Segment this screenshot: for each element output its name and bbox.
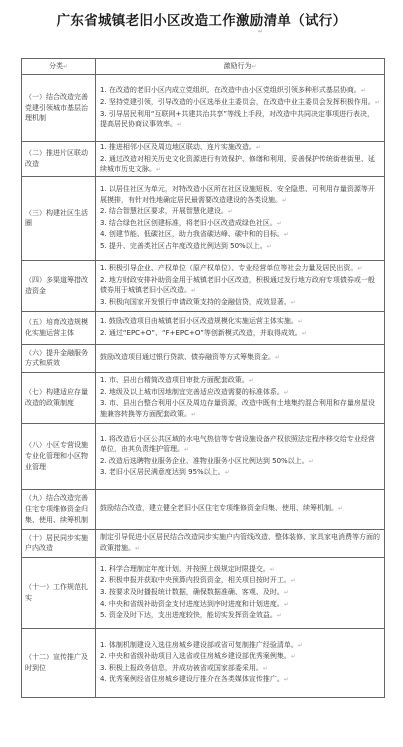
- action-item: [100, 398, 381, 420]
- action-text: 3. 积极向国家开发银行申请政策支持的金融信贷，成效显著。: [100, 297, 291, 306]
- row-category: （四）多渠道筹措改造资金: [22, 260, 96, 311]
- action-item: [100, 587, 381, 599]
- action-text: 5. 资金及时下达，支出进度较快，能切实发挥资金效益。: [100, 611, 277, 620]
- action-text: 1. 鼓励改造项目由城镇老旧小区改造规模化实施运营主体实施。: [100, 317, 298, 326]
- paragraph-mark: ↵: [276, 612, 282, 620]
- header-actions: 激励行为↵: [96, 59, 385, 75]
- paragraph-mark: ↵: [290, 653, 296, 661]
- row-actions: [96, 557, 385, 628]
- table-row: [22, 311, 385, 344]
- action-item: [100, 434, 381, 456]
- action-item: [100, 184, 381, 206]
- row-actions: [96, 260, 385, 311]
- action-item: [100, 651, 381, 663]
- paragraph-mark: ↵: [282, 196, 288, 204]
- paragraph-mark: ↵: [283, 676, 289, 684]
- action-item: [100, 263, 381, 275]
- table-row: [22, 260, 385, 311]
- paragraph-mark: ↵: [184, 446, 190, 454]
- action-text: 2. 地方财政安排补助资金用于城镇老旧小区改造，积极通过发行地方政府专项债券或一般债券用于城镇老旧小区改造。: [100, 275, 375, 295]
- paragraph-mark: ↵: [283, 588, 289, 596]
- row-actions: [96, 372, 385, 423]
- incentive-table: [21, 58, 385, 698]
- page-title: 广东省城镇老旧小区改造工作激励清单（试行）: [56, 13, 347, 29]
- action-text: 鼓励结合改造，建立健全老旧小区住宅专项维修资金归集、使用、续筹机制。: [100, 504, 338, 513]
- paragraph-mark: ↵: [297, 641, 303, 649]
- paragraph-mark: ↵: [357, 265, 363, 273]
- action-item: [100, 640, 381, 652]
- action-item: [100, 275, 381, 297]
- action-text: 1. 市、县出台精简改造项目审批方面配套政策。: [100, 376, 249, 385]
- row-category: （七）构建适应存量改造的政策制度: [22, 372, 96, 423]
- paragraph-mark: ↵: [258, 28, 264, 35]
- row-category: （十）居民同步实施户内改造: [22, 529, 96, 557]
- row-actions: [96, 176, 385, 260]
- paragraph-mark: ↵: [338, 505, 344, 513]
- action-item: [100, 97, 381, 109]
- table-row: [22, 628, 385, 697]
- action-item: [100, 456, 381, 468]
- paragraph-mark: ↵: [360, 87, 366, 95]
- action-item: [100, 532, 381, 554]
- action-item: [100, 564, 381, 576]
- row-actions: [96, 311, 385, 344]
- action-text: 1. 科学合理制定年度计划，并按照上级规定时限提交。: [100, 564, 270, 573]
- action-text: 2. 结合智慧社区要求，开展智慧化建设。: [100, 207, 228, 216]
- table-header-row: [22, 59, 385, 75]
- paragraph-mark: ↵: [135, 544, 141, 552]
- action-text: 2. 通过“EPC+O”、“F+EPC+O”等创新模式改造，并取得成效。: [100, 328, 302, 337]
- action-item: [100, 297, 381, 309]
- action-item: [100, 575, 381, 587]
- action-text: 3. 老旧小区居民满意度达到 95%以上。: [100, 468, 225, 477]
- table-row: [22, 529, 385, 557]
- action-text: 4. 中央和省级补助资金支付进度达到序时进度和计划进度。: [100, 599, 284, 608]
- row-category: （八）小区专营设施专业化管理和小区物业管理: [22, 423, 96, 489]
- action-item: [100, 387, 381, 399]
- action-text: 2. 积极申报并获取中央预算内投资资金，相关项目按时开工。: [100, 576, 291, 585]
- paragraph-mark: ↵: [191, 410, 197, 418]
- action-text: 3. 积极上报政务信息，并成功被省或国家部委采用。: [100, 663, 263, 672]
- action-text: 1. 在改造的老旧小区内成立党组织，在改造中由小区党组织引领多种形式基层协商。: [100, 86, 361, 95]
- row-actions: [96, 75, 385, 142]
- paragraph-mark: ↵: [177, 121, 183, 129]
- action-text: 4. 创建节能、低碳社区，助力我省碳达峰、碳中和的目标。: [100, 230, 284, 239]
- paragraph-mark: ↵: [227, 208, 233, 216]
- table-row: [22, 75, 385, 142]
- paragraph-mark: ↵: [262, 664, 268, 672]
- paragraph-mark: ↵: [374, 98, 380, 106]
- action-item: [100, 663, 381, 675]
- paragraph-mark: ↵: [301, 329, 307, 337]
- action-text: 3. 引导居民利用“互联网+共建共治共享”等线上手段，对改造中共同决定事项进行表决，提高居民协商议事效率。: [100, 109, 375, 129]
- row-category: （五）培育改造规模化实施运营主体: [22, 311, 96, 344]
- row-actions: [96, 142, 385, 177]
- row-category: （十一）工作规范扎实: [22, 557, 96, 628]
- row-category: （九）结合改造完善住宅专项维修资金归集、使用、续筹机制: [22, 489, 96, 529]
- action-item: [100, 316, 381, 328]
- table-row: [22, 142, 385, 177]
- action-item: [100, 467, 381, 479]
- paragraph-mark: ↵: [224, 469, 230, 477]
- action-text: 1. 以居住社区为单元，对特改造小区所在社区设施短板、安全隐患、可利用存量资源等开展摸排，有针对性地确定居民最需要改造建设的各类设施。: [100, 185, 375, 204]
- action-text: 2. 坚持党建引领，引导改造的小区选举业主委员会，在改造中业主委员会发挥积极作用。: [100, 97, 375, 106]
- action-text: 鼓励改造项目通过银行贷款、债券融资等方式筹集资金。: [100, 353, 275, 362]
- action-text: 1. 推进相邻小区及周边地区联动、连片实施改造。: [100, 143, 256, 151]
- action-item: [100, 109, 381, 131]
- row-category: （六）提升金融服务方式和质效: [22, 344, 96, 372]
- action-text: 2. 通过改造对相关历史文化资源进行有效保护、修缮和利用，妥善保护传统街巷街里、延续城市历史文脉。: [100, 154, 375, 174]
- action-item: [100, 142, 381, 154]
- action-text: 2. 中央和省级补助项目入选省或住房城乡建设部优秀案例集。: [100, 652, 291, 661]
- action-text: 2. 地级及以上城市因地制宜完善适应改造需要的标准体系。: [100, 387, 284, 396]
- paragraph-mark: ↵: [283, 231, 289, 239]
- table-row: [22, 557, 385, 628]
- row-actions: [96, 344, 385, 372]
- action-text: 制定引导促进小区居民结合改造同步实施户内管线改造、整体装修、家具家电消费等方面的政策措施。: [100, 533, 380, 552]
- action-item: [100, 352, 381, 364]
- table-row: [22, 372, 385, 423]
- header-category: 分类↵: [22, 59, 96, 75]
- action-item: [100, 206, 381, 218]
- action-text: 3. 结合绿色社区创建标准，将老旧小区改造成绿色社区。: [100, 218, 277, 227]
- action-item: [100, 599, 381, 611]
- row-actions: [96, 489, 385, 529]
- action-item: [100, 375, 381, 387]
- paragraph-mark: ↵: [255, 144, 261, 151]
- action-text: 2. 改造后选聘物业服务企业、准物业服务小区比例达到 50%以上。: [100, 456, 309, 465]
- paragraph-mark: ↵: [248, 377, 254, 385]
- action-item: [100, 241, 381, 253]
- action-item: [100, 154, 381, 176]
- action-text: 3. 按要求及时播报统计数据，确保数据准确、客观、及时。: [100, 587, 284, 596]
- row-category: （一）结合改造完善党建引领城市基层治理机制: [22, 75, 96, 142]
- table-row: [22, 344, 385, 372]
- paragraph-mark: ↵: [275, 354, 281, 362]
- action-text: 4. 优秀案例经省住房城乡建设厅推介在各类媒体宣传推广。: [100, 675, 284, 684]
- action-item: [100, 218, 381, 230]
- paragraph-mark: ↵: [290, 298, 296, 306]
- paragraph-mark: ↵: [290, 577, 296, 585]
- table-row: [22, 423, 385, 489]
- action-item: [100, 85, 381, 97]
- row-category: （十二）宣传推广及时到位: [22, 628, 96, 697]
- action-item: [100, 503, 381, 515]
- action-text: 3. 市、县出台整合利用小区及周边存量资源，改造中既有土地集约混合利用和存量房屋设施兼容转换等方面配套政策。: [100, 399, 375, 418]
- action-item: [100, 328, 381, 340]
- row-actions: [96, 529, 385, 557]
- paragraph-mark: ↵: [266, 242, 272, 250]
- paragraph-mark: ↵: [276, 219, 282, 227]
- table-row: [22, 489, 385, 529]
- paragraph-mark: ↵: [269, 565, 275, 573]
- action-text: 1. 积极引导企业、产权单位（原产权单位）、专业经营单位等社会力量及居民出资。: [100, 264, 358, 273]
- table-row: [22, 176, 385, 260]
- action-text: 1. 体制机制建设入选住房城乡建设部或省可复制推广经验清单。: [100, 640, 298, 649]
- action-text: 1. 将改造后小区公共区域的水电气热信等专营设施设备产权依照法定程序移交给专业经营单位，由其负责维护管理。: [100, 434, 375, 454]
- paragraph-mark: ↵: [283, 388, 289, 396]
- paragraph-mark: ↵: [156, 166, 162, 174]
- row-category: （二）推进片区联动改造: [22, 142, 96, 177]
- paragraph-mark: ↵: [283, 600, 289, 608]
- action-item: [100, 229, 381, 241]
- row-actions: [96, 628, 385, 697]
- action-text: 5. 提升、完善类社区占年度改造比例达到 50%以上。: [100, 241, 267, 250]
- paragraph-mark: ↵: [297, 318, 303, 326]
- action-item: [100, 674, 381, 686]
- paragraph-mark: ↵: [191, 287, 197, 295]
- row-category: （三）构建社区生活圈: [22, 176, 96, 260]
- row-actions: [96, 423, 385, 489]
- paragraph-mark: ↵: [308, 457, 314, 465]
- action-item: [100, 610, 381, 622]
